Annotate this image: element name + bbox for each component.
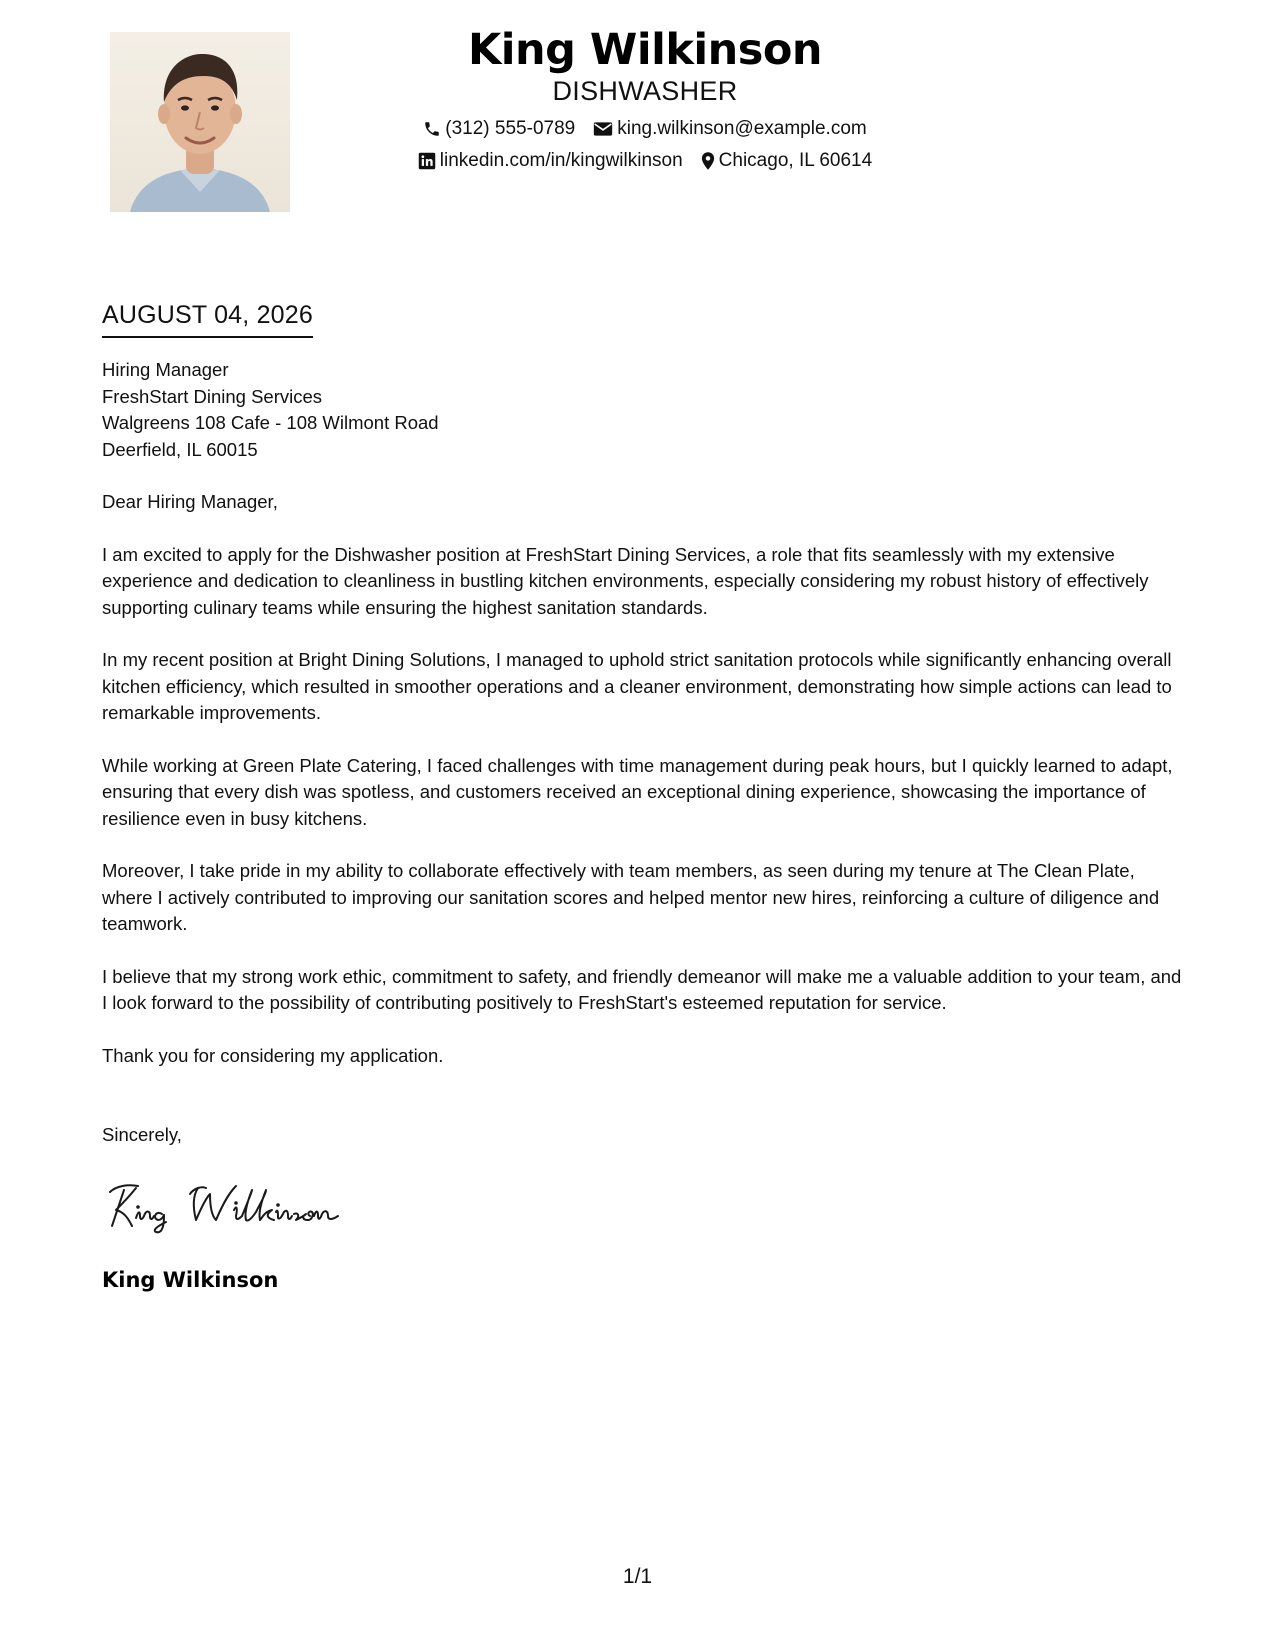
contact-row-primary <box>340 113 950 145</box>
phone-icon <box>423 120 441 138</box>
closing-phrase: Sincerely, <box>102 1124 182 1145</box>
recipient-line: Deerfield, IL 60015 <box>102 438 258 460</box>
map-pin-icon <box>701 151 715 171</box>
contact-location <box>701 149 873 173</box>
body-paragraph: While working at Green Plate Catering, I faced challenges with time management during peak hours, but I quickly learned to adapt, ensuring that every dish was spotless, and customers received an exceptional dining experience, showcasing the importance of resilience even in busy kitchens. <box>102 754 1173 829</box>
profile-photo <box>110 32 290 212</box>
profile-photo-illustration <box>110 32 290 212</box>
letter-body <box>102 357 1182 1149</box>
signer-name: King Wilkinson <box>102 1268 279 1292</box>
recipient-line: FreshStart Dining Services <box>102 385 323 407</box>
body-paragraph: Moreover, I take pride in my ability to collaborate effectively with team members, as seen during my tenure at The Clean Plate, where I actively contributed to improving our sanitation scores and helped mentor new hires, reinforcing a culture of diligence and teamwork. <box>102 860 1160 934</box>
recipient-address <box>102 357 1182 463</box>
contact-linkedin[interactable] <box>418 149 683 173</box>
phone-number: (312) 555-0789 <box>445 118 576 139</box>
resume-header <box>340 24 950 177</box>
location-text: Chicago, IL 60614 <box>718 150 873 171</box>
letter-date: AUGUST 04, 2026 <box>102 298 313 338</box>
recipient-line: Hiring Manager <box>102 359 229 380</box>
recipient-line: Walgreens 108 Cafe - 108 Wilmont Road <box>102 412 439 433</box>
contact-email[interactable] <box>593 117 867 141</box>
contact-phone[interactable] <box>423 117 575 141</box>
salutation: Dear Hiring Manager, <box>102 491 278 512</box>
body-paragraph: In my recent position at Bright Dining Solutions, I managed to uphold strict sanitation protocols while significantly enhancing overall kitchen efficiency, which resulted in smoother operations and a cleaner environment, demonstrating how simple actions can lead to remarkable improvements. <box>102 649 1172 723</box>
letter-date-block <box>102 298 313 338</box>
body-paragraph: I am excited to apply for the Dishwasher position at FreshStart Dining Services, a role that fits seamlessly with my extensive experience and dedication to cleanliness in bustling kitchen environments, especially considering my robust history of effectively supporting culinary teams while ensuring the highest sanitation standards. <box>102 543 1149 618</box>
body-paragraph: Thank you for considering my application. <box>102 1044 444 1066</box>
handwritten-signature <box>106 1176 366 1236</box>
applicant-name: King Wilkinson <box>467 25 823 75</box>
job-title: DISHWASHER <box>552 76 738 106</box>
linkedin-icon <box>418 152 436 170</box>
page-number: 1/1 <box>622 1565 653 1588</box>
signature-image <box>106 1176 366 1236</box>
signature-lettering <box>366 1176 367 1177</box>
body-paragraph: I believe that my strong work ethic, commitment to safety, and friendly demeanor will make me a valuable addition to your team, and I look forward to the possibility of contributing positively to FreshStart's esteemed reputation for service. <box>102 965 1182 1013</box>
envelope-icon <box>593 121 613 137</box>
linkedin-url: linkedin.com/in/kingwilkinson <box>439 150 683 171</box>
email-address: king.wilkinson@example.com <box>617 118 867 139</box>
contact-row-secondary <box>340 145 950 177</box>
